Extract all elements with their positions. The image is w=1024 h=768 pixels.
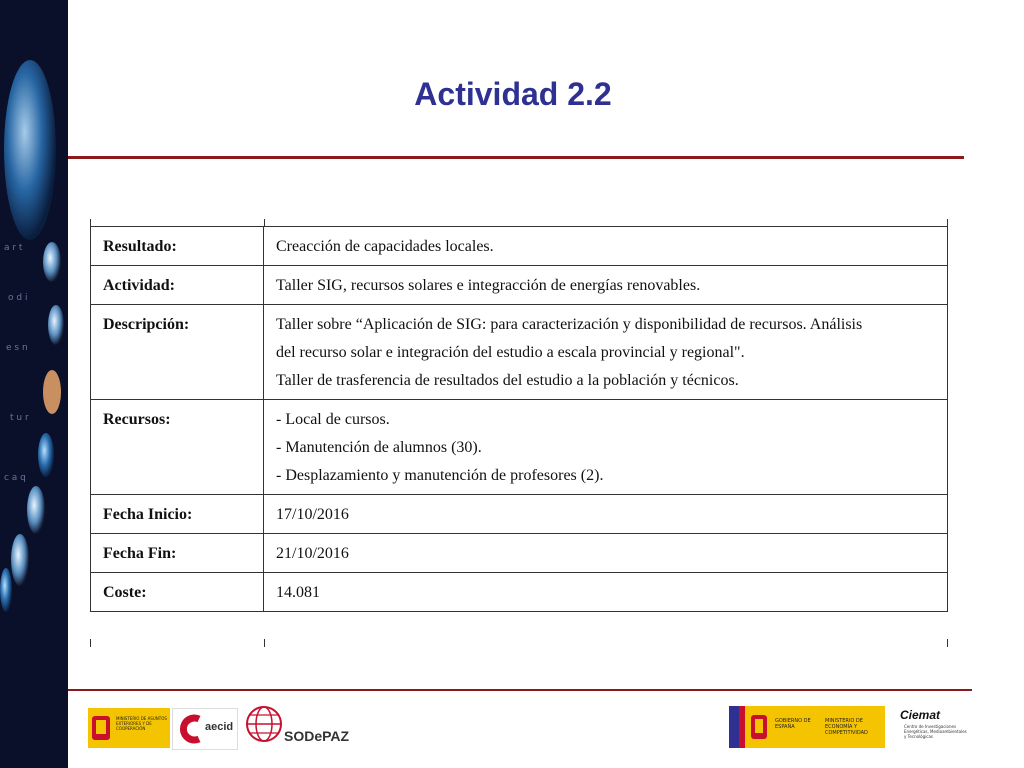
row-value (264, 305, 948, 400)
svg-text:o d i: o d i (8, 293, 28, 303)
table-row (91, 266, 948, 305)
row-label: Resultado: (91, 227, 264, 266)
row-label: Fecha Fin: (91, 534, 264, 573)
ciemat-text: Ciemat (900, 708, 941, 722)
row-label: Descripción: (91, 305, 264, 400)
gobierno-logo (729, 706, 885, 748)
value-line: - Manutención de alumnos (30). (276, 439, 482, 456)
decorative-side-band (0, 0, 68, 768)
table-row (91, 534, 948, 573)
value-line: - Local de cursos. (276, 411, 390, 428)
sodepaz-logo (244, 704, 354, 752)
globe-icon (244, 704, 284, 744)
row-value (264, 266, 948, 305)
value-line: del recurso solar e integración del estudio a escala provincial y regional". (276, 344, 745, 361)
table-row (91, 227, 948, 266)
value-line: Taller sobre “Aplicación de SIG: para caracterización y disponibilidad de recursos. Análisis (276, 316, 863, 333)
table-row (91, 305, 948, 400)
ciemat-subtitle: Centro de Investigaciones Energéticas, Medioambientales y Tecnológicas (904, 724, 967, 739)
value-line: Taller de trasferencia de resultados del estudio a la población y técnicos. (276, 372, 739, 389)
footer-logos (0, 698, 1024, 758)
row-value (264, 400, 948, 495)
sodepaz-text: SODePAZ (284, 728, 350, 744)
aecid-logo (172, 708, 238, 750)
svg-text:c a q: c a q (4, 473, 26, 483)
table-row (91, 573, 948, 612)
value-line: 21/10/2016 (276, 545, 349, 562)
gobierno-text: GOBIERNO DE ESPAÑA (775, 718, 811, 730)
table-row (91, 400, 948, 495)
value-line: 17/10/2016 (276, 506, 349, 523)
globe-decoration-icon (0, 0, 68, 768)
table-bottom-stub (90, 639, 948, 647)
table-row (91, 495, 948, 534)
svg-text:e s n: e s n (6, 343, 28, 353)
eu-flag-crest-icon (729, 706, 769, 748)
svg-text:t u r: t u r (10, 413, 29, 423)
value-line: - Desplazamiento y manutención de profesores (2). (276, 467, 604, 484)
ciemat-logo (890, 706, 970, 748)
value-line: 14.081 (276, 584, 320, 601)
footer-divider (68, 689, 972, 691)
value-line: Creacción de capacidades locales. (276, 238, 494, 255)
title-divider (68, 156, 964, 159)
row-label: Actividad: (91, 266, 264, 305)
row-value (264, 573, 948, 612)
row-value (264, 495, 948, 534)
aecid-text: aecid (205, 721, 234, 733)
row-label: Coste: (91, 573, 264, 612)
page-title: Actividad 2.2 (414, 76, 612, 112)
mae-logo (88, 708, 170, 748)
activity-table (90, 226, 948, 612)
aecid-c-icon (177, 709, 205, 749)
row-value (264, 227, 948, 266)
value-line: Taller SIG, recursos solares e integracción de energías renovables. (276, 277, 701, 294)
svg-text:a r t: a r t (4, 243, 23, 253)
row-label: Fecha Inicio: (91, 495, 264, 534)
row-value (264, 534, 948, 573)
mae-text: MINISTERIO DE ASUNTOS EXTERIORES Y DE COOPERACIÓN (116, 716, 167, 731)
mineco-text: MINISTERIO DE ECONOMÍA Y COMPETITIVIDAD (825, 718, 868, 736)
row-label: Recursos: (91, 400, 264, 495)
